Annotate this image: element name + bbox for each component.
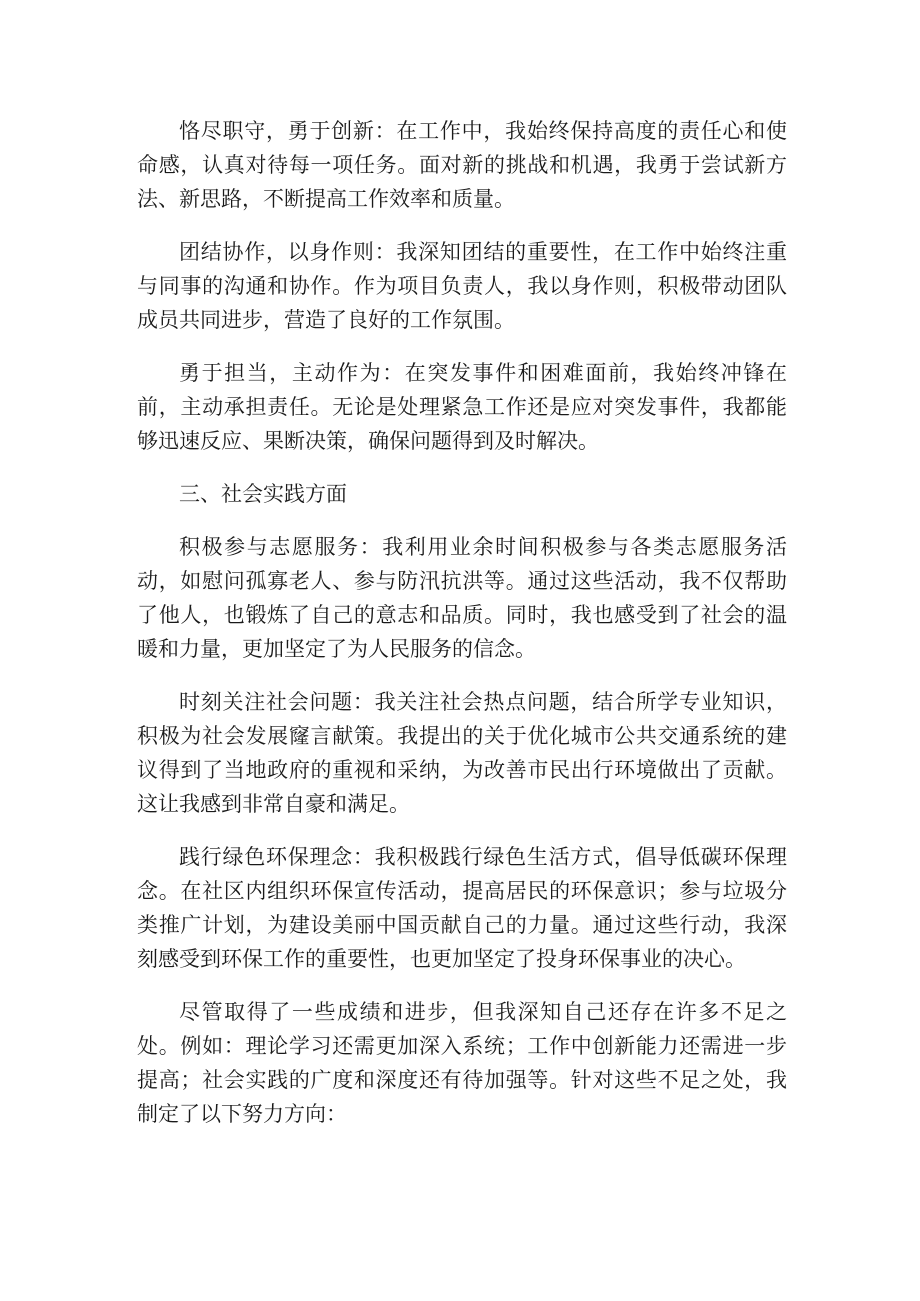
paragraph-volunteer: 积极参与志愿服务：我利用业余时间积极参与各类志愿服务活动，如慰问孤寡老人、参与防汛抗洪等。通过这些活动，我不仅帮助了他人，也锻炼了自己的意志和品质。同时，我也感受到了社会的温暖和力量，更加坚定了为人民服务的信念。 bbox=[137, 535, 787, 661]
paragraph-shortcomings: 尽管取得了一些成绩和进步，但我深知自己还存在许多不足之处。例如：理论学习还需更加深入系统；工作中创新能力还需进一步提高；社会实践的广度和深度还有待加强等。针对这些不足之处，我制定了以下努力方向： bbox=[137, 1000, 787, 1126]
paragraph-green: 践行绿色环保理念：我积极践行绿色生活方式，倡导低碳环保理念。在社区内组织环保宣传活动，提高居民的环保意识；参与垃圾分类推广计划，为建设美丽中国贡献自己的力量。通过这些行动，我深刻感受到环保工作的重要性，也更加坚定了投身环保事业的决心。 bbox=[137, 845, 787, 971]
section-heading-social-practice: 三、社会实践方面 bbox=[179, 482, 347, 506]
paragraph-responsibility: 勇于担当，主动作为：在突发事件和困难面前，我始终冲锋在前，主动承担责任。无论是处理紧急工作还是应对突发事件，我都能够迅速反应、果断决策，确保问题得到及时解决。 bbox=[137, 361, 787, 453]
paragraph-dedication: 恪尽职守，勇于创新：在工作中，我始终保持高度的责任心和使命感，认真对待每一项任务。面对新的挑战和机遇，我勇于尝试新方法、新思路，不断提高工作效率和质量。 bbox=[137, 119, 787, 211]
document-body bbox=[137, 114, 787, 1150]
paragraph-teamwork: 团结协作，以身作则：我深知团结的重要性，在工作中始终注重与同事的沟通和协作。作为项目负责人，我以身作则，积极带动团队成员共同进步，营造了良好的工作氛围。 bbox=[137, 240, 787, 332]
paragraph-social-issues: 时刻关注社会问题：我关注社会热点问题，结合所学专业知识，积极为社会发展窿言献策。我提出的关于优化城市公共交通系统的建议得到了当地政府的重视和采纳，为改善市民出行环境做出了贡献。这让我感到非常自豪和满足。 bbox=[137, 690, 787, 816]
